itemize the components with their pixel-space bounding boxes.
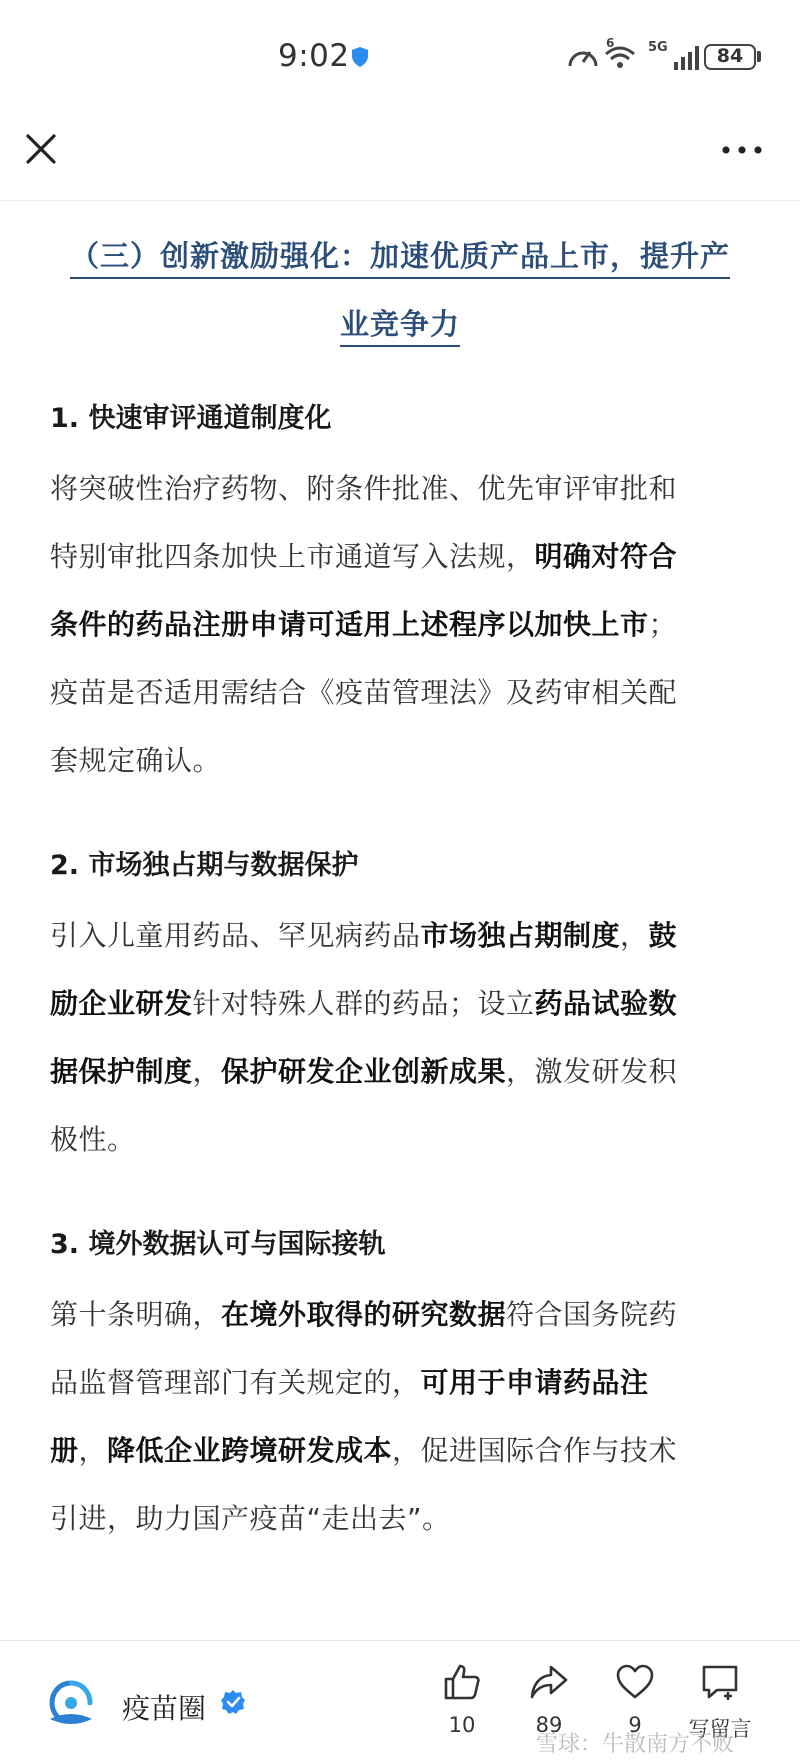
- paragraph-line: [50, 1417, 750, 1485]
- paragraph-line: [50, 659, 750, 727]
- status-time: 9:02: [278, 38, 350, 74]
- body-text: 引进，助力国产疫苗“走出去”。: [50, 1502, 451, 1535]
- emphasis-text: 药品试验数: [534, 987, 678, 1020]
- paragraph-line: [50, 455, 750, 523]
- subsection-3: [50, 1222, 750, 1553]
- paragraph-line: [50, 1106, 750, 1174]
- like-count: 10: [448, 1713, 476, 1737]
- comment-add-icon: [700, 1663, 740, 1701]
- emphasis-text: 在境外取得的研究数据: [221, 1298, 507, 1331]
- body-text: ，: [192, 1055, 222, 1088]
- emphasis-text: 降低企业跨境研发成本: [107, 1434, 393, 1467]
- verified-badge-icon: [220, 1689, 246, 1715]
- emphasis-text: 明确对符合: [534, 540, 678, 573]
- emphasis-text: 册: [50, 1434, 79, 1467]
- body-text: ，: [620, 919, 649, 952]
- body-text: 将突破性治疗药物、附条件批准、优先审评审批和: [50, 472, 678, 505]
- subsection-1: [50, 396, 750, 795]
- paragraph-line: [50, 1485, 750, 1553]
- subsection-paragraph: [50, 1281, 750, 1553]
- paragraph-line: [50, 1038, 750, 1106]
- author-logo-icon[interactable]: [46, 1679, 96, 1727]
- battery-nub: [757, 51, 761, 62]
- shield-icon: [350, 46, 370, 68]
- share-button[interactable]: [519, 1663, 579, 1737]
- body-text: 引入儿童用药品、罕见病药品: [50, 919, 421, 952]
- body-text: ，激发研发积: [506, 1055, 678, 1088]
- thumbs-up-icon: [442, 1663, 482, 1701]
- subsection-paragraph: [50, 455, 750, 795]
- subsection-heading: 3. 境外数据认可与国际接轨: [50, 1229, 386, 1260]
- body-text: ；: [648, 608, 678, 641]
- wifi-label: 6: [606, 36, 615, 50]
- status-bar: [0, 0, 800, 110]
- body-text: 极性。: [50, 1123, 136, 1156]
- subsection-heading: 2. 市场独占期与数据保护: [50, 850, 359, 881]
- emphasis-text: 市场独占期制度: [420, 919, 621, 952]
- article-body: [50, 222, 750, 1553]
- cell-label: 5G: [648, 40, 668, 55]
- favorite-count: 9: [628, 1713, 642, 1737]
- emphasis-text: 鼓: [648, 919, 678, 952]
- battery-indicator: 84: [704, 44, 756, 70]
- watermark: 雪球：牛散南方不败: [536, 1732, 735, 1757]
- emphasis-text: 励企业研发: [50, 987, 193, 1020]
- paragraph-line: [50, 1349, 750, 1417]
- emphasis-text: 可用于申请药品注: [420, 1366, 649, 1399]
- signal-icon: [674, 46, 699, 70]
- author-name[interactable]: 疫苗圈: [122, 1692, 207, 1725]
- emphasis-text: 条件的药品注册申请可适用上述程序以加快上市: [50, 608, 649, 641]
- body-text: 特别审批四条加快上市通道写入法规，: [50, 540, 535, 573]
- wifi-icon: [606, 48, 634, 68]
- bottom-bar: [0, 1640, 800, 1761]
- emphasis-text: 保护研发企业创新成果: [221, 1055, 507, 1088]
- section-title: [50, 222, 750, 358]
- body-text: 疫苗是否适用需结合《疫苗管理法》及药审相关配: [50, 676, 678, 709]
- emphasis-text: 据保护制度: [50, 1055, 193, 1088]
- share-icon: [529, 1663, 569, 1701]
- subsection-2: [50, 843, 750, 1174]
- body-text: 针对特殊人群的药品；设立: [192, 987, 535, 1020]
- favorite-button[interactable]: [605, 1663, 665, 1737]
- body-text: 套规定确认。: [50, 744, 222, 777]
- top-bar: [0, 110, 800, 201]
- more-icon[interactable]: [720, 140, 764, 160]
- body-text: 符合国务院药: [506, 1298, 678, 1331]
- share-count: 89: [535, 1713, 563, 1737]
- section-title-line1: （三）创新激励强化：加速优质产品上市，提升产: [70, 239, 730, 279]
- body-text: 品监督管理部门有关规定的，: [50, 1366, 421, 1399]
- paragraph-line: [50, 970, 750, 1038]
- paragraph-line: [50, 727, 750, 795]
- section-title-line2: 业竞争力: [340, 307, 460, 347]
- paragraph-line: [50, 902, 750, 970]
- subsection-heading: 1. 快速审评通道制度化: [50, 403, 332, 434]
- close-icon[interactable]: [22, 130, 60, 168]
- subsection-paragraph: [50, 902, 750, 1174]
- paragraph-line: [50, 591, 750, 659]
- speed-icon: [570, 52, 596, 66]
- body-text: ，促进国际合作与技术: [392, 1434, 678, 1467]
- heart-icon: [615, 1663, 655, 1701]
- paragraph-line: [50, 1281, 750, 1349]
- body-text: 第十条明确，: [50, 1298, 222, 1331]
- like-button[interactable]: [432, 1663, 492, 1737]
- paragraph-line: [50, 523, 750, 591]
- body-text: ，: [78, 1434, 108, 1467]
- comment-label: 写留言: [688, 1717, 752, 1741]
